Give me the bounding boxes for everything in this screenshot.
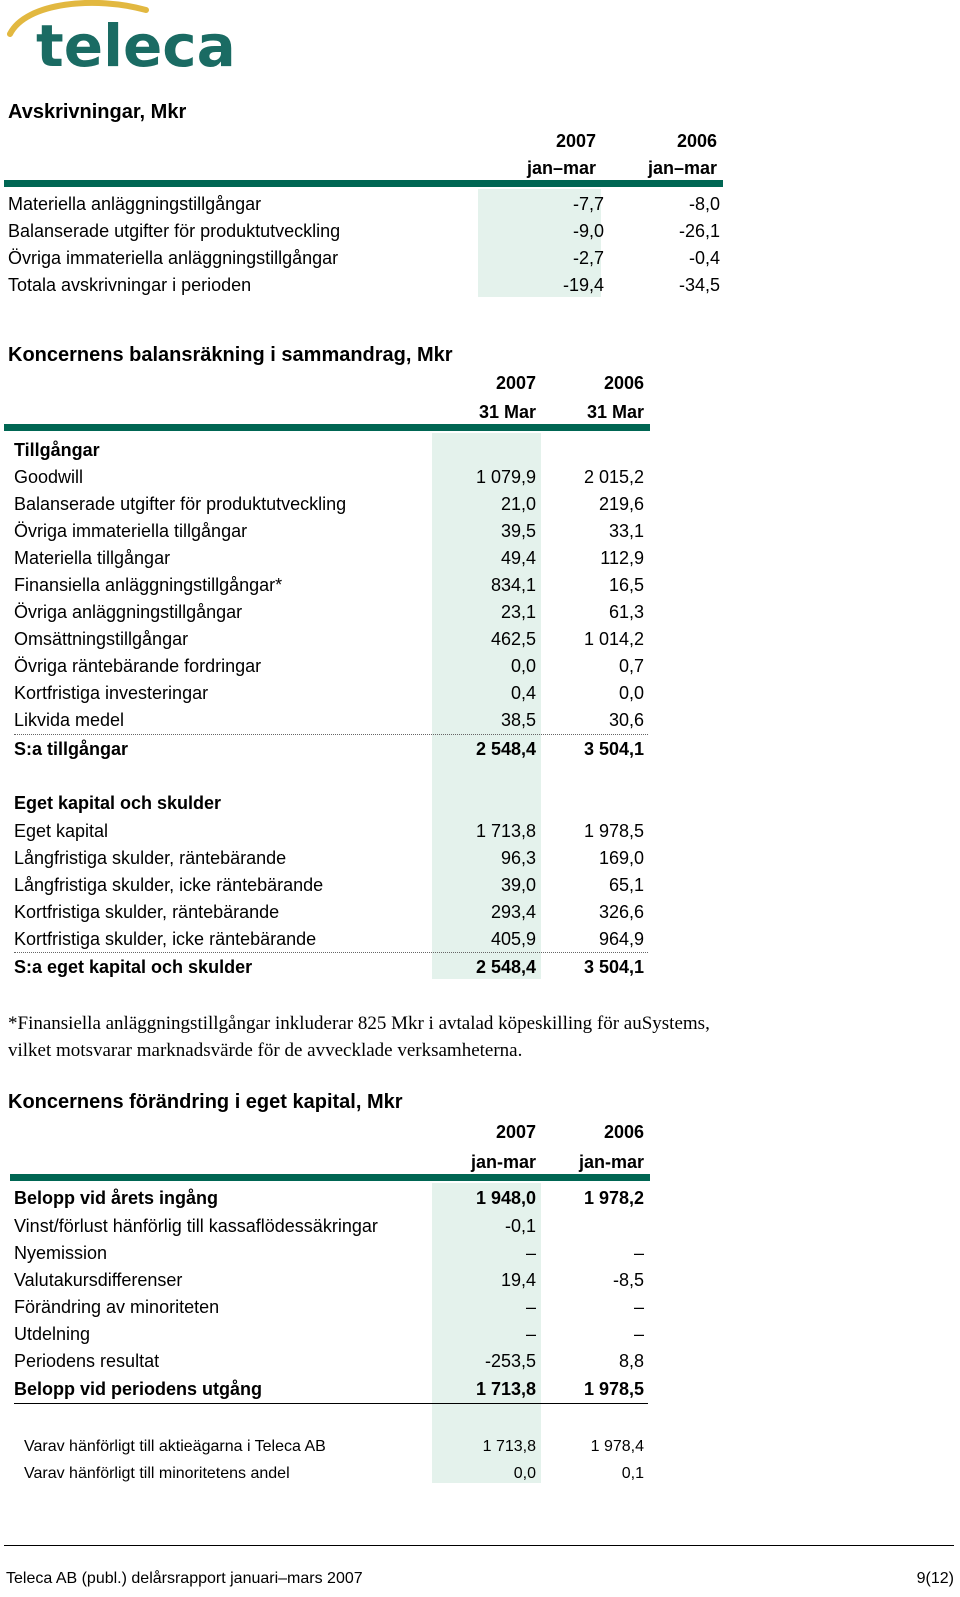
opening-row: Belopp vid årets ingång 1 948,0 1 978,2: [14, 1188, 644, 1208]
total-row: S:a tillgångar 2 548,4 3 504,1: [14, 739, 644, 759]
svg-text:teleca: teleca: [36, 12, 236, 80]
dep-col2-year: 2006: [676, 131, 717, 151]
bal-col1-year: 2007: [495, 373, 536, 393]
page-footer: [6, 1570, 954, 1588]
equity-change-title: Koncernens förändring i eget kapital, Mkr: [8, 1091, 403, 1113]
table-row: Kortfristiga skulder, icke räntebärande 405,9 964,9: [14, 929, 644, 949]
eq-col2-year: 2006: [603, 1122, 644, 1142]
bal-col1-period: 31 Mar: [478, 402, 536, 422]
eq-col2-period: jan-mar: [578, 1152, 644, 1172]
footer-report-name: Teleca AB (publ.) delårsrapport januari–mars 2007: [6, 1570, 363, 1587]
table-row: Utdelning – –: [14, 1324, 644, 1344]
table-row: Balanserade utgifter för produktutveckling -9,0 -26,1: [8, 221, 720, 241]
table-row: Övriga immateriella tillgångar 39,5 33,1: [14, 521, 644, 541]
footer-rule: [4, 1545, 954, 1546]
table-row: Balanserade utgifter för produktutveckling 21,0 219,6: [14, 494, 644, 514]
dep-col1-period: jan–mar: [526, 158, 596, 178]
table-row: Övriga anläggningstillgångar 23,1 61,3: [14, 602, 644, 622]
dep-col1-year: 2007: [555, 131, 596, 151]
page-number: 9(12): [916, 1570, 954, 1587]
table-row: Finansiella anläggningstillgångar* 834,1 16,5: [14, 575, 644, 595]
bal-col2-period: 31 Mar: [586, 402, 644, 422]
closing-row: Belopp vid periodens utgång 1 713,8 1 978,5: [14, 1379, 644, 1399]
eq-col1-year: 2007: [495, 1122, 536, 1142]
table-row: Långfristiga skulder, räntebärande 96,3 169,0: [14, 848, 644, 868]
table-row: Materiella tillgångar 49,4 112,9: [14, 548, 644, 568]
table-row: Vinst/förlust hänförlig till kassaflödessäkringar -0,1: [14, 1216, 536, 1236]
header-bar: [4, 180, 723, 187]
table-row: Kortfristiga investeringar 0,4 0,0: [14, 683, 644, 703]
table-row: Periodens resultat -253,5 8,8: [14, 1351, 644, 1371]
header-bar: [10, 1174, 650, 1181]
table-row: Omsättningstillgångar 462,5 1 014,2: [14, 629, 644, 649]
eq-col1-period: jan-mar: [470, 1152, 536, 1172]
footnote: *Finansiella anläggningstillgångar inkluderar 825 Mkr i avtalad köpeskilling för auSystems, vilket motsvarar marknadsvärde för de avvecklade verksamheterna.: [8, 1013, 710, 1061]
total-row: S:a eget kapital och skulder 2 548,4 3 504,1: [14, 957, 644, 977]
dep-col2-period: jan–mar: [647, 158, 717, 178]
table-row: Långfristiga skulder, icke räntebärande 39,0 65,1: [14, 875, 644, 895]
header-bar: [4, 424, 650, 431]
table-row: Kortfristiga skulder, räntebärande 293,4 326,6: [14, 902, 644, 922]
table-row: Eget kapital 1 713,8 1 978,5: [14, 821, 644, 841]
divider: [14, 734, 648, 735]
balance-title: Koncernens balansräkning i sammandrag, Mkr: [8, 344, 453, 366]
table-row: Övriga räntebärande fordringar 0,0 0,7: [14, 656, 644, 676]
table-row: Totala avskrivningar i perioden -19,4 -34,5: [8, 275, 720, 295]
table-row: Varav hänförligt till minoritetens andel 0,0 0,1: [24, 1465, 644, 1482]
table-row: Valutakursdifferenser 19,4 -8,5: [14, 1270, 644, 1290]
depreciation-title: Avskrivningar, Mkr: [8, 101, 187, 123]
table-row: Likvida medel 38,5 30,6: [14, 710, 644, 730]
table-row: Förändring av minoriteten – –: [14, 1297, 644, 1317]
table-row: Varav hänförligt till aktieägarna i Teleca AB 1 713,8 1 978,4: [24, 1438, 644, 1455]
table-row: Nyemission – –: [14, 1243, 644, 1263]
assets-heading: Tillgångar: [14, 440, 100, 460]
table-row: Goodwill 1 079,9 2 015,2: [14, 467, 644, 487]
divider: [14, 952, 648, 953]
teleca-logo: [6, 0, 306, 80]
bal-col2-year: 2006: [603, 373, 644, 393]
equity-heading: Eget kapital och skulder: [14, 793, 222, 813]
table-row: Materiella anläggningstillgångar -7,7 -8,0: [8, 194, 720, 214]
divider: [14, 1403, 648, 1404]
table-row: Övriga immateriella anläggningstillgångar -2,7 -0,4: [8, 248, 720, 268]
